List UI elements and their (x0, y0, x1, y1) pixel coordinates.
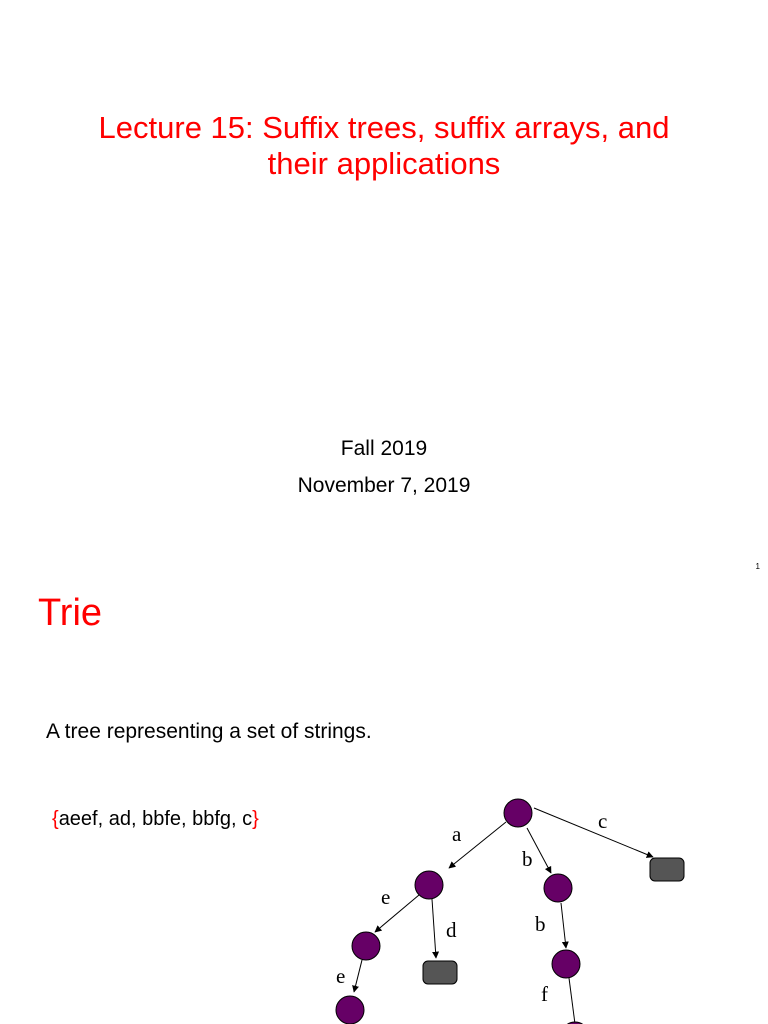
trie-node-bb (552, 950, 580, 978)
lecture-term: Fall 2019 (340, 437, 428, 460)
edge-label-a: a (452, 822, 462, 846)
edge-label-b1: b (522, 847, 533, 871)
lecture-title-line-2: their applications (267, 146, 501, 181)
lecture-title (40, 110, 728, 182)
edge-label-f: f (541, 982, 548, 1006)
edge-label-e1: e (381, 885, 391, 909)
edge-e-e (354, 960, 362, 992)
trie-node-a (415, 871, 443, 899)
slide-title: Trie (38, 592, 103, 634)
set-open-brace: { (52, 808, 59, 830)
edge-label-d: d (446, 918, 457, 942)
page-number: 1 (755, 562, 760, 571)
trie-diagram (0, 576, 768, 1024)
edge-label-b2: b (535, 912, 546, 936)
trie-root-node (504, 799, 532, 827)
set-items: aeef, ad, bbfe, bbfg, c (58, 808, 253, 830)
lecture-title-line-1: Lecture 15: Suffix trees, suffix arrays, and (98, 110, 670, 145)
trie-leaf-c (650, 858, 684, 881)
slide-2 (0, 576, 768, 1024)
edge-b-f (569, 978, 575, 1024)
edge-label-e2: e (336, 964, 346, 988)
lecture-date: November 7, 2019 (297, 474, 471, 497)
edge-a-d (432, 899, 436, 958)
trie-description: A tree representing a set of strings. (46, 720, 372, 743)
edge-label-c: c (598, 809, 608, 833)
trie-leaf-ad (423, 961, 457, 984)
trie-node-aee (336, 996, 364, 1024)
set-close-brace: } (252, 808, 259, 830)
edge-b-b (561, 903, 566, 948)
edge-root-c (534, 808, 653, 857)
trie-node-b (544, 874, 572, 902)
trie-node-ae (352, 932, 380, 960)
